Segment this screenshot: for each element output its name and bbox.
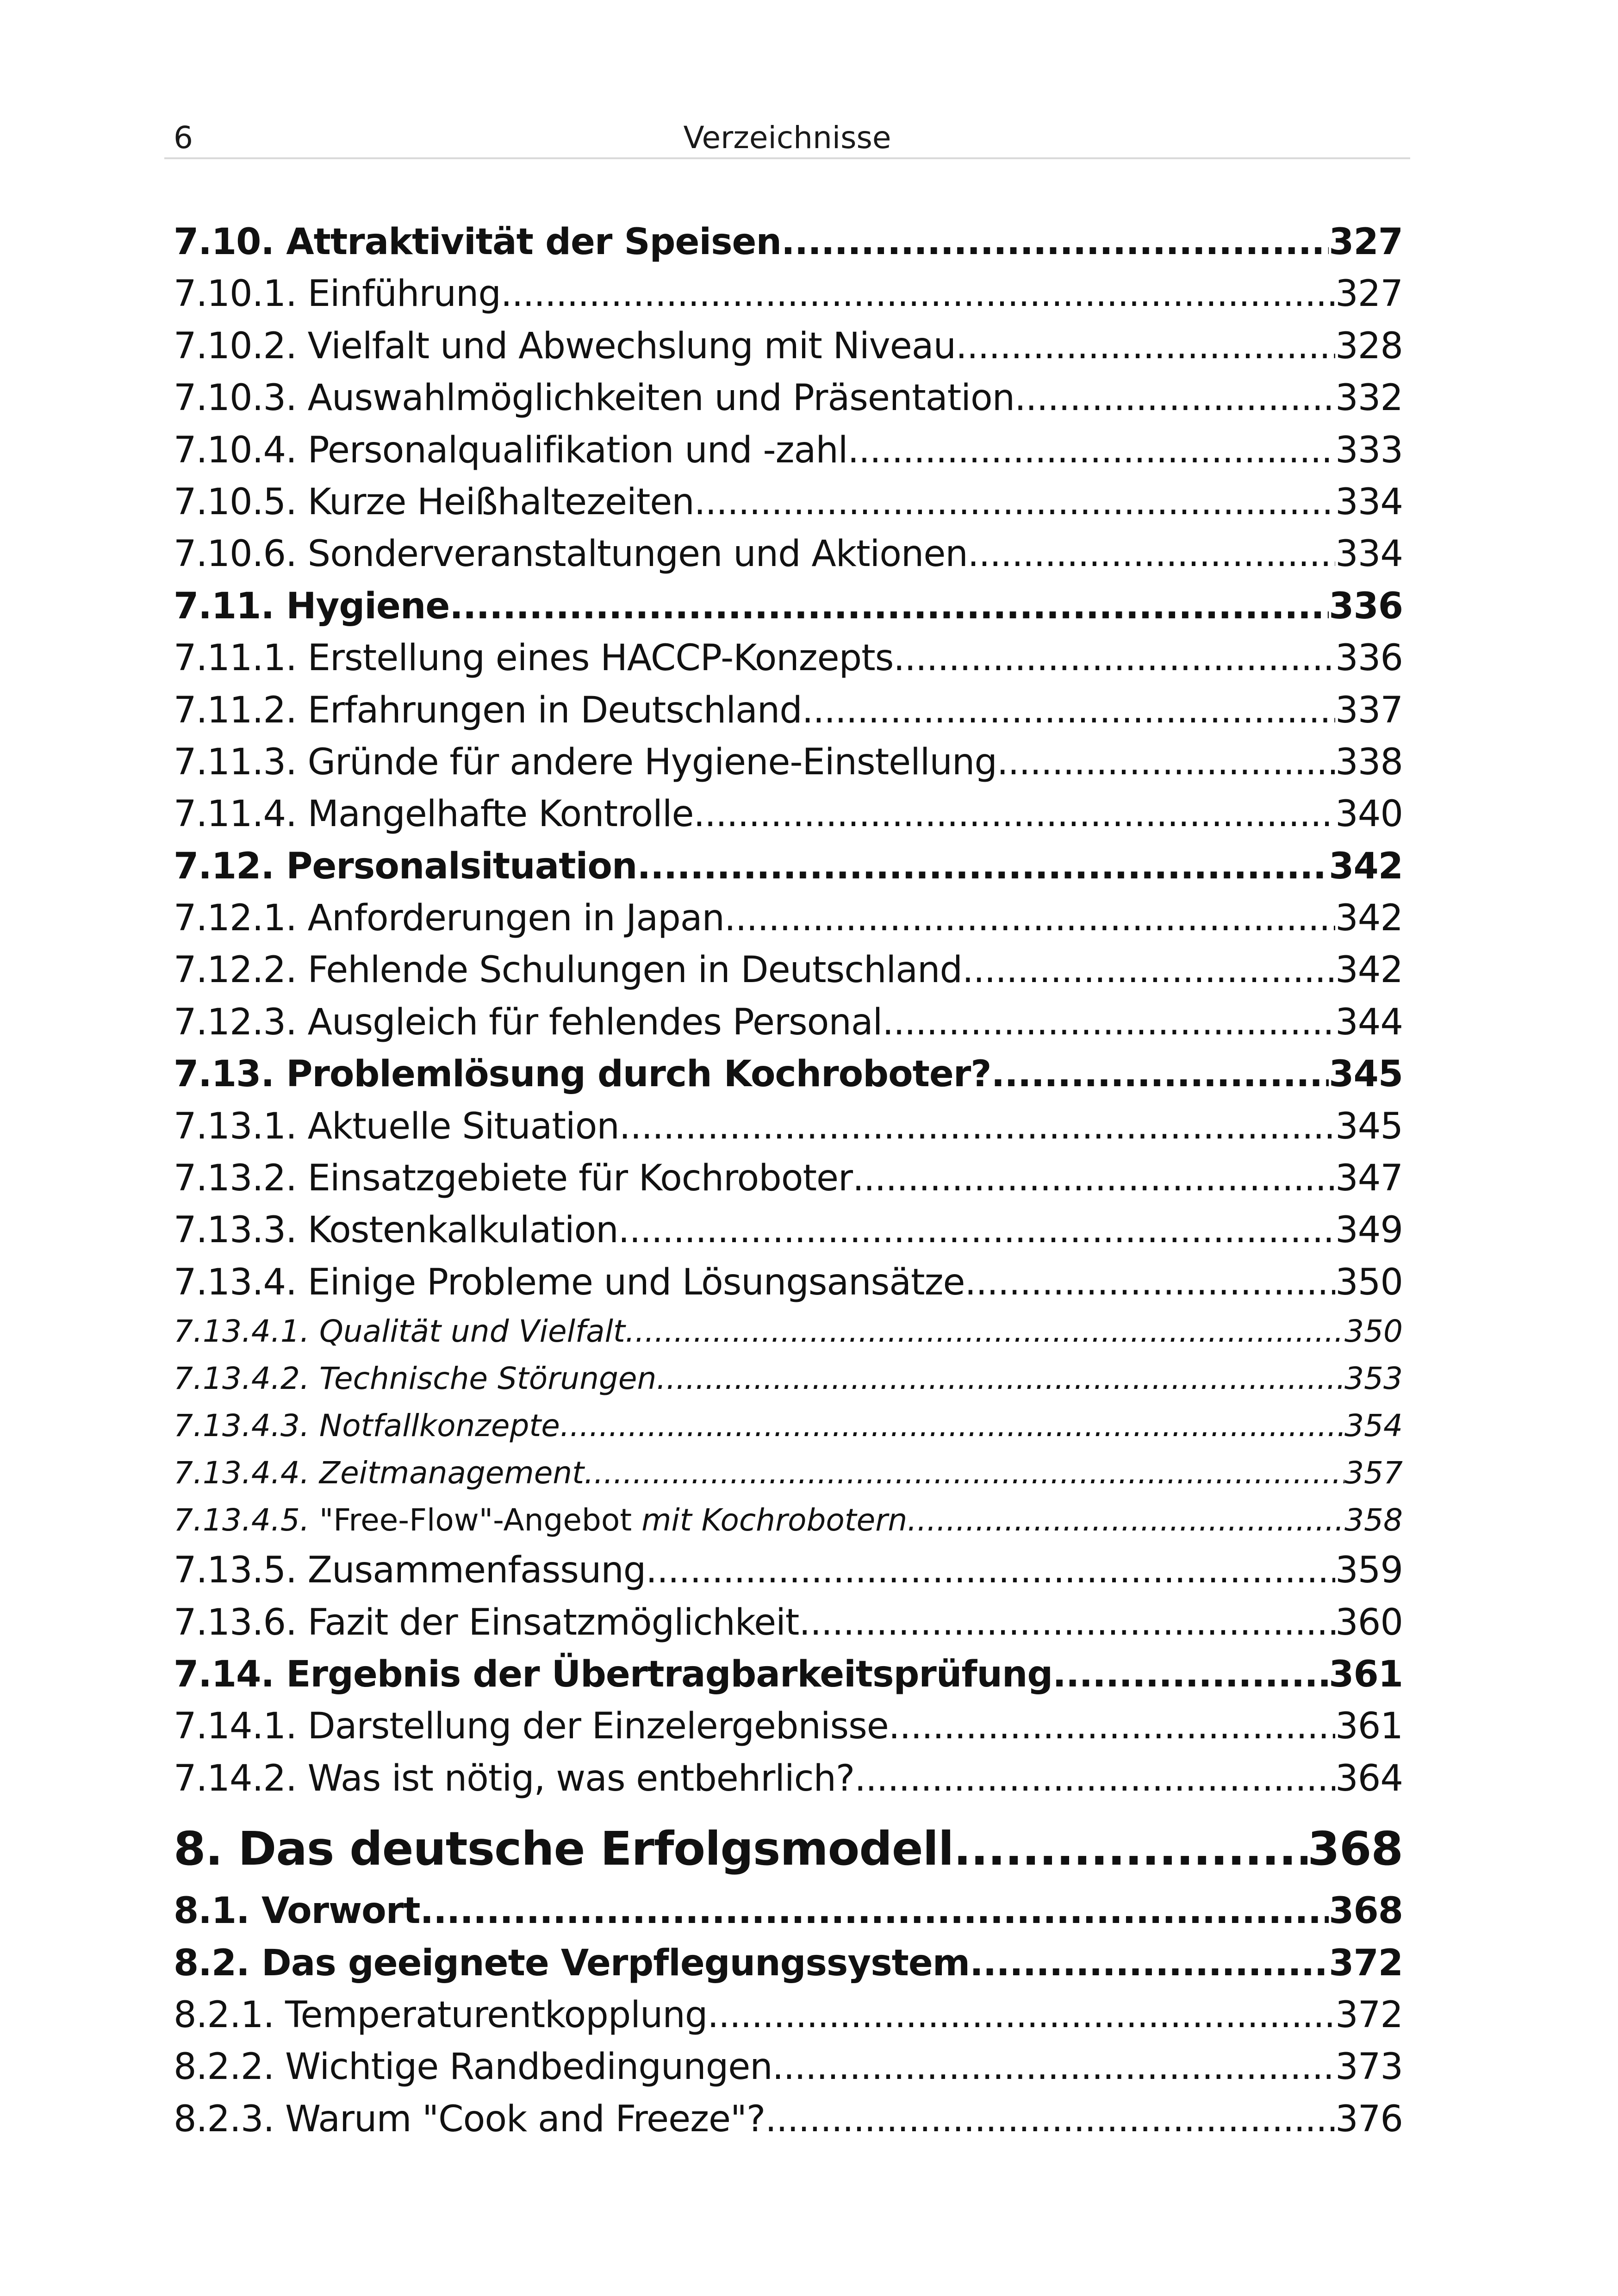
toc-entry-page: 349 bbox=[1335, 1209, 1403, 1251]
dot-leader bbox=[853, 1157, 1335, 1199]
toc-entry-page: 338 bbox=[1335, 741, 1403, 783]
toc-entry[interactable] bbox=[174, 481, 1403, 533]
toc-entry-page: 344 bbox=[1335, 1001, 1403, 1043]
toc-entry-label bbox=[174, 1502, 907, 1538]
toc-entry-page: 342 bbox=[1329, 845, 1403, 887]
toc-entry-page: 350 bbox=[1344, 1313, 1403, 1350]
dot-leader bbox=[847, 429, 1335, 471]
dot-leader bbox=[953, 1822, 1307, 1876]
table-of-contents bbox=[174, 221, 1403, 2150]
page-number: 6 bbox=[174, 120, 193, 156]
toc-entry-label: 7.12.1. Anforderungen in Japan bbox=[174, 897, 724, 940]
dot-leader bbox=[420, 1890, 1329, 1932]
toc-entry[interactable] bbox=[174, 1106, 1403, 1157]
toc-entry-label: 8. Das deutsche Erfolgsmodell bbox=[174, 1822, 954, 1876]
toc-entry[interactable] bbox=[174, 1053, 1403, 1105]
toc-entry-page: 361 bbox=[1329, 1653, 1403, 1695]
toc-entry-text-italic: Zeitmanagement bbox=[319, 1455, 585, 1491]
toc-entry-label: 7.13.1. Aktuelle Situation bbox=[174, 1105, 619, 1147]
toc-entry[interactable] bbox=[174, 1602, 1403, 1654]
toc-entry[interactable] bbox=[174, 949, 1403, 1001]
toc-entry-label: 8.1. Vorwort bbox=[174, 1890, 420, 1932]
toc-entry-page: 359 bbox=[1335, 1549, 1403, 1592]
toc-entry[interactable] bbox=[174, 2098, 1403, 2150]
toc-entry[interactable] bbox=[174, 1942, 1403, 1994]
toc-entry[interactable] bbox=[174, 377, 1403, 429]
toc-entry-page: 353 bbox=[1344, 1361, 1403, 1397]
dot-leader bbox=[1052, 1654, 1329, 1695]
toc-entry-page: 354 bbox=[1344, 1408, 1403, 1444]
toc-entry-page: 345 bbox=[1329, 1053, 1403, 1095]
dot-leader bbox=[799, 1602, 1335, 1643]
dot-leader bbox=[962, 949, 1335, 991]
toc-entry-label: 7.13.6. Fazit der Einsatzmöglichkeit bbox=[174, 1601, 799, 1643]
toc-entry-page: 368 bbox=[1329, 1890, 1403, 1932]
toc-entry-text: "Free-Flow"-Angebot bbox=[319, 1502, 632, 1538]
toc-entry-page: 360 bbox=[1335, 1601, 1403, 1643]
toc-entry-label: 8.2. Das geeignete Verpflegungssystem bbox=[174, 1942, 970, 1984]
toc-entry-number: 7.13.4.1. bbox=[174, 1313, 310, 1350]
toc-entry-page: 372 bbox=[1335, 1994, 1403, 2036]
toc-entry[interactable] bbox=[174, 1455, 1403, 1502]
toc-entry-page: 372 bbox=[1329, 1942, 1403, 1984]
toc-entry-label: 7.10.4. Personalqualifikation und -zahl bbox=[174, 429, 848, 471]
toc-entry-page: 361 bbox=[1335, 1705, 1403, 1748]
dot-leader bbox=[693, 793, 1335, 835]
dot-leader bbox=[854, 1758, 1335, 1799]
dot-leader bbox=[584, 1455, 1344, 1491]
toc-entry[interactable] bbox=[174, 1209, 1403, 1261]
toc-entry-page: 342 bbox=[1335, 897, 1403, 940]
toc-entry-page: 337 bbox=[1335, 689, 1403, 731]
dot-leader bbox=[501, 273, 1335, 315]
toc-entry-page: 327 bbox=[1329, 221, 1403, 263]
toc-entry-label bbox=[174, 1313, 625, 1349]
toc-entry-page: 376 bbox=[1335, 2098, 1403, 2140]
toc-entry-page: 347 bbox=[1335, 1157, 1403, 1200]
toc-entry-text-italic: Technische Störungen bbox=[319, 1361, 657, 1397]
toc-entry-text-italic: mit Kochrobotern bbox=[641, 1502, 908, 1538]
dot-leader bbox=[968, 533, 1335, 575]
toc-entry[interactable] bbox=[174, 637, 1403, 689]
toc-entry-label: 7.11.4. Mangelhafte Kontrolle bbox=[174, 793, 694, 835]
toc-entry-label bbox=[174, 1455, 584, 1491]
toc-entry-page: 345 bbox=[1335, 1105, 1403, 1147]
toc-entry[interactable] bbox=[174, 1502, 1403, 1549]
toc-entry-label: 7.13.4. Einige Probleme und Lösungsansätze bbox=[174, 1261, 965, 1303]
toc-entry-label: 7.12.3. Ausgleich für fehlendes Personal bbox=[174, 1001, 883, 1043]
toc-entry[interactable] bbox=[174, 846, 1403, 897]
toc-entry-page: 350 bbox=[1335, 1261, 1403, 1303]
dot-leader bbox=[772, 2046, 1335, 2088]
dot-leader bbox=[656, 1361, 1344, 1396]
dot-leader bbox=[765, 2098, 1335, 2140]
toc-entry-page: 334 bbox=[1335, 481, 1403, 523]
dot-leader bbox=[646, 1549, 1335, 1591]
dot-leader bbox=[893, 637, 1335, 679]
toc-entry-number: 7.13.4.4. bbox=[174, 1455, 310, 1491]
toc-entry[interactable] bbox=[174, 429, 1403, 481]
toc-entry-label: 7.10.6. Sonderveranstaltungen und Aktionen bbox=[174, 533, 968, 575]
toc-entry-label bbox=[174, 1408, 560, 1444]
toc-entry[interactable] bbox=[174, 585, 1403, 637]
toc-entry-label: 7.11. Hygiene bbox=[174, 585, 450, 627]
toc-entry-label: 8.2.2. Wichtige Randbedingungen bbox=[174, 2046, 772, 2088]
toc-entry-label: 7.14. Ergebnis der Übertragbarkeitsprüfung bbox=[174, 1653, 1053, 1695]
dot-leader bbox=[882, 1002, 1335, 1043]
toc-entry[interactable] bbox=[174, 221, 1403, 273]
toc-entry-page: 327 bbox=[1335, 273, 1403, 315]
toc-entry-label: 8.2.1. Temperaturentkopplung bbox=[174, 1994, 708, 2036]
toc-entry[interactable] bbox=[174, 897, 1403, 949]
dot-leader bbox=[707, 1994, 1335, 2036]
toc-entry-page: 342 bbox=[1335, 949, 1403, 991]
running-title: Verzeichnisse bbox=[683, 120, 891, 156]
toc-entry-label: 7.11.1. Erstellung eines HACCP-Konzepts bbox=[174, 637, 894, 679]
dot-leader bbox=[560, 1408, 1344, 1444]
toc-entry[interactable] bbox=[174, 1890, 1403, 1942]
toc-entry[interactable] bbox=[174, 1262, 1403, 1313]
dot-leader bbox=[970, 1942, 1329, 1984]
dot-leader bbox=[889, 1705, 1335, 1747]
toc-entry[interactable] bbox=[174, 1994, 1403, 2046]
toc-entry-label: 7.14.2. Was ist nötig, was entbehrlich? bbox=[174, 1757, 855, 1799]
dot-leader bbox=[625, 1313, 1344, 1349]
toc-entry-page: 373 bbox=[1335, 2046, 1403, 2088]
toc-entry-page: 336 bbox=[1329, 585, 1403, 627]
toc-entry-label: 7.10.2. Vielfalt und Abwechslung mit Niveau bbox=[174, 325, 956, 367]
toc-entry-text-italic: Qualität und Vielfalt bbox=[319, 1313, 625, 1350]
toc-entry-page: 334 bbox=[1335, 533, 1403, 575]
toc-entry-page: 357 bbox=[1344, 1455, 1403, 1491]
toc-entry-page: 333 bbox=[1335, 429, 1403, 471]
toc-entry-page: 332 bbox=[1335, 377, 1403, 419]
toc-entry-label: 7.10. Attraktivität der Speisen bbox=[174, 221, 781, 263]
dot-leader bbox=[965, 1262, 1336, 1303]
toc-entry[interactable] bbox=[174, 1002, 1403, 1053]
toc-entry[interactable] bbox=[174, 1313, 1403, 1361]
running-header bbox=[164, 116, 1410, 159]
toc-entry-text-italic: Notfallkonzepte bbox=[319, 1408, 560, 1444]
toc-entry[interactable] bbox=[174, 273, 1403, 325]
toc-entry[interactable] bbox=[174, 1549, 1403, 1601]
dot-leader bbox=[907, 1502, 1344, 1538]
toc-entry-number: 7.13.4.3. bbox=[174, 1408, 310, 1444]
toc-entry[interactable] bbox=[174, 325, 1403, 377]
toc-entry-page: 336 bbox=[1335, 637, 1403, 679]
toc-entry[interactable] bbox=[174, 1810, 1403, 1890]
dot-leader bbox=[724, 897, 1335, 939]
toc-entry-label: 7.13. Problemlösung durch Kochroboter? bbox=[174, 1053, 991, 1095]
toc-entry-number: 7.13.4.5. bbox=[174, 1502, 310, 1538]
toc-entry[interactable] bbox=[174, 533, 1403, 585]
dot-leader bbox=[637, 846, 1329, 887]
dot-leader bbox=[618, 1209, 1335, 1251]
toc-entry[interactable] bbox=[174, 1654, 1403, 1705]
dot-leader bbox=[1014, 377, 1335, 419]
toc-entry-page: 364 bbox=[1335, 1757, 1403, 1799]
toc-entry-label: 7.13.2. Einsatzgebiete für Kochroboter bbox=[174, 1157, 853, 1200]
toc-entry-label bbox=[174, 1361, 656, 1396]
toc-entry-label: 7.10.1. Einführung bbox=[174, 273, 501, 315]
toc-entry-label: 8.2.3. Warum "Cook and Freeze"? bbox=[174, 2098, 765, 2140]
toc-entry-label: 7.14.1. Darstellung der Einzelergebnisse bbox=[174, 1705, 889, 1748]
dot-leader bbox=[997, 741, 1335, 783]
toc-entry-page: 358 bbox=[1344, 1502, 1403, 1538]
toc-entry[interactable] bbox=[174, 1408, 1403, 1455]
toc-entry-page: 368 bbox=[1307, 1822, 1403, 1876]
toc-entry-label: 7.13.5. Zusammenfassung bbox=[174, 1549, 646, 1592]
dot-leader bbox=[694, 481, 1335, 523]
toc-entry-label: 7.13.3. Kostenkalkulation bbox=[174, 1209, 618, 1251]
toc-entry-page: 340 bbox=[1335, 793, 1403, 835]
toc-entry-label: 7.10.5. Kurze Heißhaltezeiten bbox=[174, 481, 694, 523]
toc-entry[interactable] bbox=[174, 2046, 1403, 2098]
toc-entry-label: 7.11.2. Erfahrungen in Deutschland bbox=[174, 689, 802, 731]
dot-leader bbox=[619, 1106, 1335, 1147]
toc-entry-label: 7.12.2. Fehlende Schulungen in Deutschland bbox=[174, 949, 962, 991]
toc-entry-label: 7.12. Personalsituation bbox=[174, 845, 637, 887]
toc-entry-label: 7.11.3. Gründe für andere Hygiene-Einstellung bbox=[174, 741, 997, 783]
toc-entry[interactable] bbox=[174, 1157, 1403, 1209]
toc-entry[interactable] bbox=[174, 793, 1403, 845]
dot-leader bbox=[781, 221, 1329, 263]
dot-leader bbox=[991, 1053, 1329, 1095]
toc-entry[interactable] bbox=[174, 690, 1403, 741]
toc-entry[interactable] bbox=[174, 1758, 1403, 1810]
dot-leader bbox=[802, 690, 1335, 731]
toc-entry-number: 7.13.4.2. bbox=[174, 1361, 310, 1397]
dot-leader bbox=[449, 585, 1329, 627]
toc-entry-page: 328 bbox=[1335, 325, 1403, 367]
toc-entry-label: 7.10.3. Auswahlmöglichkeiten und Präsentation bbox=[174, 377, 1015, 419]
toc-entry[interactable] bbox=[174, 1361, 1403, 1408]
toc-entry[interactable] bbox=[174, 1705, 1403, 1757]
toc-entry[interactable] bbox=[174, 741, 1403, 793]
dot-leader bbox=[956, 325, 1335, 367]
